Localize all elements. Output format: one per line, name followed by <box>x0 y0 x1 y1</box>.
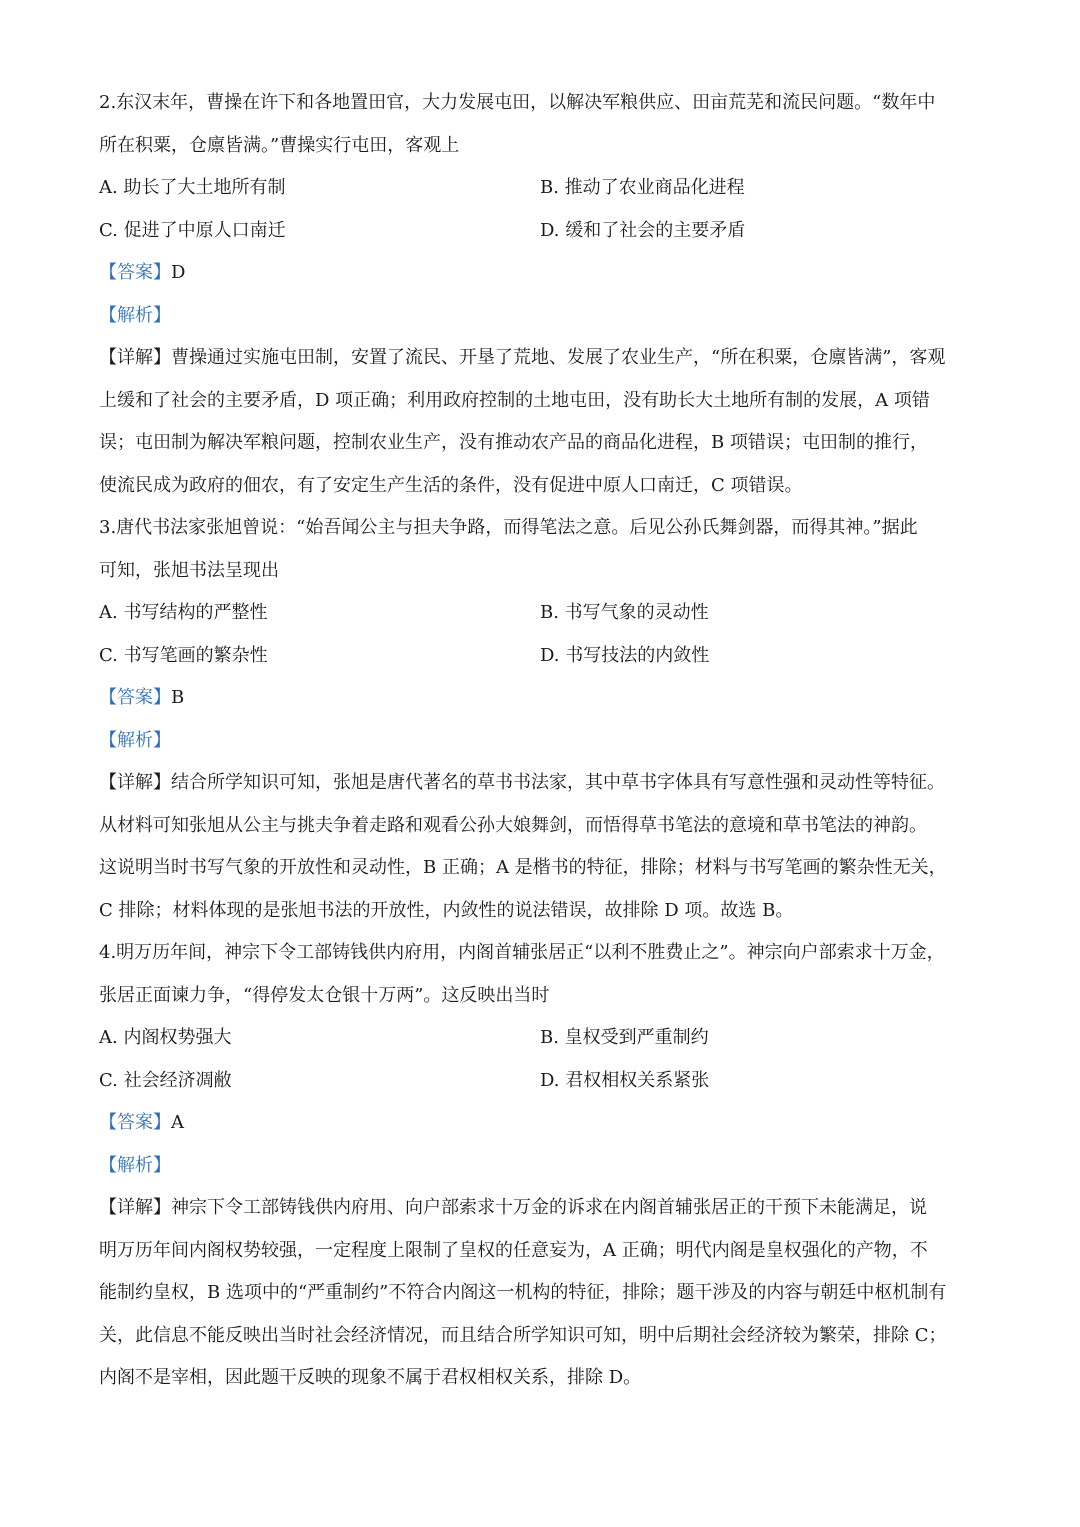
q3-option-b: B. 书写气象的灵动性 <box>540 602 709 623</box>
q3-answer-value: B <box>171 687 185 708</box>
q4-options-row-2 <box>99 1060 983 1103</box>
q2-option-c: C. 促进了中原人口南迁 <box>99 219 286 241</box>
q4-detail-line-3: 能制约皇权，B 选项中的“严重制约”不符合内阁这一机构的特征，排除；题干涉及的内容与朝廷中枢机制有 <box>99 1282 947 1303</box>
q3-detail-line-4: C 排除；材料体现的是张旭书法的开放性，内敛性的说法错误，故排除 D 项。故选 B。 <box>99 899 794 921</box>
q3-detail-line-3: 这说明当时书写气象的开放性和灵动性，B 正确；A 是楷书的特征，排除；材料与书写笔画的繁杂性无关， <box>99 857 947 878</box>
q2-answer-tag: 【答案】 <box>99 262 171 283</box>
q3-detail-line-2: 从材料可知张旭从公主与挑夫争着走路和观看公孙大娘舞剑，而悟得草书笔法的意境和草书笔法的神韵。 <box>99 814 927 836</box>
q4-detail-line-1 <box>99 1187 983 1230</box>
q3-detail-text-1: 结合所学知识可知，张旭是唐代著名的草书书法家，其中草书字体具有写意性强和灵动性等特征。 <box>171 772 945 793</box>
q3-analysis <box>99 720 983 763</box>
q2-options-row-2 <box>99 210 983 253</box>
q4-option-c: C. 社会经济凋敝 <box>99 1069 232 1091</box>
q4-analysis-tag: 【解析】 <box>99 1154 171 1176</box>
q2-option-b: B. 推动了农业商品化进程 <box>540 177 745 198</box>
q4-detail-line-5: 内阁不是宰相，因此题干反映的现象不属于君权相权关系，排除 D。 <box>99 1367 642 1388</box>
q3-stem-line-2: 可知，张旭书法呈现出 <box>99 559 279 581</box>
q3-detail-tag: 【详解】 <box>99 772 171 793</box>
q3-option-c: C. 书写笔画的繁杂性 <box>99 644 268 666</box>
q3-option-a: A. 书写结构的严整性 <box>99 602 268 623</box>
q4-detail-text-1: 神宗下令工部铸钱供内府用、向户部索求十万金的诉求在内阁首辅张居正的干预下未能满足，说 <box>171 1197 927 1218</box>
q2-answer <box>99 252 983 295</box>
q2-detail-tag: 【详解】 <box>99 347 171 368</box>
q3-options-row-2 <box>99 635 983 678</box>
q3-answer <box>99 677 983 720</box>
q2-stem-line-2: 所在积粟，仓廪皆满。”曹操实行屯田，客观上 <box>99 134 460 156</box>
q4-stem-line-2: 张居正面谏力争，“得停发太仓银十万两”。这反映出当时 <box>99 984 550 1006</box>
q3-options-row-1 <box>99 592 983 635</box>
q2-detail-text-1: 曹操通过实施屯田制，安置了流民、开垦了荒地、发展了农业生产，“所在积粟，仓廪皆满”，客观 <box>171 347 946 368</box>
q4-option-a: A. 内阁权势强大 <box>99 1027 232 1048</box>
q3-detail-line-1 <box>99 762 983 805</box>
q2-analysis <box>99 295 983 338</box>
q2-detail-line-2: 上缓和了社会的主要矛盾，D 项正确；利用政府控制的土地屯田，没有助长大土地所有制的发展，A 项错 <box>99 389 930 411</box>
q2-detail-line-1 <box>99 337 983 380</box>
q2-stem-line-1: 2.东汉末年，曹操在许下和各地置田官，大力发展屯田，以解决军粮供应、田亩荒芜和流民问题。“数年中 <box>99 92 936 113</box>
q4-detail-line-2: 明万历年间内阁权势较强，一定程度上限制了皇权的任意妄为，A 正确；明代内阁是皇权强化的产物，不 <box>99 1239 928 1261</box>
q2-detail-line-4: 使流民成为政府的佃农，有了安定生产生活的条件，没有促进中原人口南迁，C 项错误。 <box>99 474 803 496</box>
q2-detail-line-3: 误；屯田制为解决军粮问题，控制农业生产，没有推动农产品的商品化进程，B 项错误；屯田制的推行， <box>99 432 928 453</box>
q4-option-b: B. 皇权受到严重制约 <box>540 1027 709 1048</box>
q4-answer-tag: 【答案】 <box>99 1112 171 1133</box>
q3-stem-line-1: 3.唐代书法家张旭曾说：“始吾闻公主与担夫争路，而得笔法之意。后见公孙氏舞剑器，而得其神。”据此 <box>99 517 918 538</box>
q2-analysis-tag: 【解析】 <box>99 304 171 326</box>
q2-answer-value: D <box>171 262 186 283</box>
q4-analysis <box>99 1145 983 1188</box>
document-content <box>99 82 983 1400</box>
q4-option-d: D. 君权相权关系紧张 <box>540 1069 710 1091</box>
q3-option-d: D. 书写技法的内敛性 <box>540 644 710 666</box>
q3-analysis-tag: 【解析】 <box>99 729 171 751</box>
q4-detail-tag: 【详解】 <box>99 1197 171 1218</box>
q3-answer-tag: 【答案】 <box>99 687 171 708</box>
q4-options-row-1 <box>99 1017 983 1060</box>
q4-answer <box>99 1102 983 1145</box>
q2-options-row-1 <box>99 167 983 210</box>
q2-option-a: A. 助长了大土地所有制 <box>99 177 286 198</box>
q4-answer-value: A <box>171 1112 184 1133</box>
q2-option-d: D. 缓和了社会的主要矛盾 <box>540 219 746 241</box>
q4-detail-line-4: 关，此信息不能反映出当时社会经济情况，而且结合所学知识可知，明中后期社会经济较为繁荣，排除 C； <box>99 1324 947 1346</box>
q4-stem-line-1: 4.明万历年间，神宗下令工部铸钱供内府用，内阁首辅张居正“以利不胜费止之”。神宗向户部索求十万金， <box>99 942 945 963</box>
